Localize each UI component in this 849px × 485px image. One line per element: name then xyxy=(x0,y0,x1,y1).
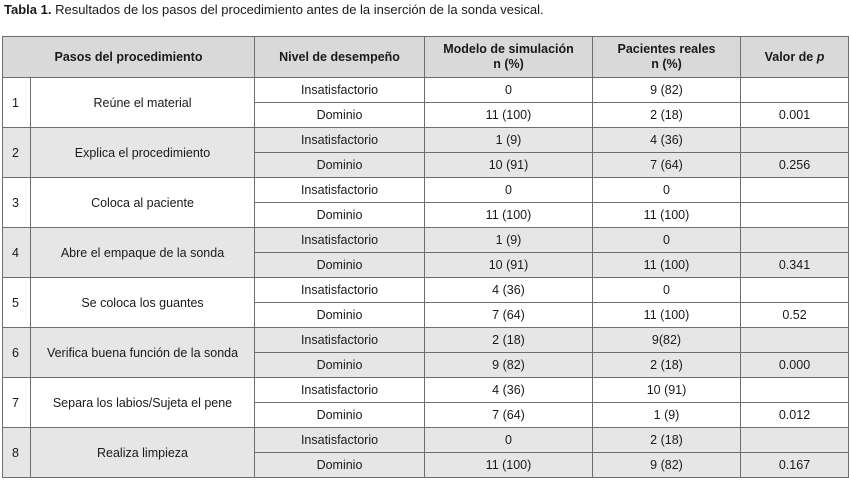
table-row xyxy=(3,178,849,203)
simulation-cell: 0 xyxy=(425,78,593,103)
header-simulation-line2: n (%) xyxy=(493,57,524,71)
table-row xyxy=(3,378,849,403)
level-cell: Dominio xyxy=(255,403,425,428)
pvalue-cell: 0.167 xyxy=(741,453,849,478)
real-patients-cell: 11 (100) xyxy=(593,203,741,228)
level-cell: Dominio xyxy=(255,353,425,378)
header-steps: Pasos del procedimiento xyxy=(3,37,255,78)
simulation-cell: 7 (64) xyxy=(425,303,593,328)
level-cell: Insatisfactorio xyxy=(255,378,425,403)
level-cell: Insatisfactorio xyxy=(255,278,425,303)
step-number: 1 xyxy=(3,78,31,128)
pvalue-empty-cell xyxy=(741,178,849,203)
table-row xyxy=(3,228,849,253)
step-description: Explica el procedimiento xyxy=(31,128,255,178)
caption-text: Resultados de los pasos del procedimiento antes de la inserción de la sonda vesical. xyxy=(55,2,544,17)
step-number: 6 xyxy=(3,328,31,378)
step-description: Se coloca los guantes xyxy=(31,278,255,328)
real-patients-cell: 7 (64) xyxy=(593,153,741,178)
step-number: 8 xyxy=(3,428,31,478)
level-cell: Dominio xyxy=(255,153,425,178)
level-cell: Insatisfactorio xyxy=(255,228,425,253)
real-patients-cell: 0 xyxy=(593,228,741,253)
level-cell: Insatisfactorio xyxy=(255,178,425,203)
header-pvalue xyxy=(741,37,849,78)
simulation-cell: 1 (9) xyxy=(425,128,593,153)
pvalue-cell: 0.52 xyxy=(741,303,849,328)
header-pvalue-label: Valor de xyxy=(764,49,814,64)
level-cell: Insatisfactorio xyxy=(255,328,425,353)
level-cell: Dominio xyxy=(255,303,425,328)
header-real-line1: Pacientes reales xyxy=(617,42,716,56)
real-patients-cell: 0 xyxy=(593,278,741,303)
real-patients-cell: 2 (18) xyxy=(593,428,741,453)
pvalue-cell: 0.341 xyxy=(741,253,849,278)
header-simulation-line1: Modelo de simulación xyxy=(443,42,574,56)
simulation-cell: 10 (91) xyxy=(425,253,593,278)
real-patients-cell: 9 (82) xyxy=(593,453,741,478)
level-cell: Dominio xyxy=(255,253,425,278)
table-row xyxy=(3,128,849,153)
real-patients-cell: 9 (82) xyxy=(593,78,741,103)
level-cell: Dominio xyxy=(255,103,425,128)
real-patients-cell: 9(82) xyxy=(593,328,741,353)
header-row xyxy=(3,37,849,78)
pvalue-empty-cell xyxy=(741,378,849,403)
table-row xyxy=(3,428,849,453)
header-pvalue-symbol: p xyxy=(816,49,825,64)
table-row xyxy=(3,278,849,303)
real-patients-cell: 11 (100) xyxy=(593,303,741,328)
simulation-cell: 11 (100) xyxy=(425,103,593,128)
real-patients-cell: 4 (36) xyxy=(593,128,741,153)
step-number: 4 xyxy=(3,228,31,278)
header-level: Nivel de desempeño xyxy=(255,37,425,78)
simulation-cell: 2 (18) xyxy=(425,328,593,353)
pvalue-empty-cell xyxy=(741,128,849,153)
level-cell: Insatisfactorio xyxy=(255,128,425,153)
simulation-cell: 0 xyxy=(425,178,593,203)
simulation-cell: 1 (9) xyxy=(425,228,593,253)
real-patients-cell: 2 (18) xyxy=(593,103,741,128)
table-caption xyxy=(4,2,544,18)
step-description: Separa los labios/Sujeta el pene xyxy=(31,378,255,428)
real-patients-cell: 0 xyxy=(593,178,741,203)
header-simulation xyxy=(425,37,593,78)
pvalue-empty-cell xyxy=(741,428,849,453)
pvalue-cell: 0.000 xyxy=(741,353,849,378)
step-description: Coloca al paciente xyxy=(31,178,255,228)
level-cell: Insatisfactorio xyxy=(255,428,425,453)
header-real-patients xyxy=(593,37,741,78)
table-row xyxy=(3,328,849,353)
pvalue-empty-cell xyxy=(741,328,849,353)
pvalue-empty-cell xyxy=(741,278,849,303)
step-description: Abre el empaque de la sonda xyxy=(31,228,255,278)
level-cell: Dominio xyxy=(255,453,425,478)
header-real-line2: n (%) xyxy=(651,57,682,71)
step-number: 5 xyxy=(3,278,31,328)
simulation-cell: 10 (91) xyxy=(425,153,593,178)
simulation-cell: 9 (82) xyxy=(425,353,593,378)
caption-label: Tabla 1. xyxy=(4,2,52,17)
step-description: Reúne el material xyxy=(31,78,255,128)
simulation-cell: 4 (36) xyxy=(425,378,593,403)
simulation-cell: 7 (64) xyxy=(425,403,593,428)
simulation-cell: 11 (100) xyxy=(425,203,593,228)
step-number: 3 xyxy=(3,178,31,228)
real-patients-cell: 2 (18) xyxy=(593,353,741,378)
step-description: Realiza limpieza xyxy=(31,428,255,478)
real-patients-cell: 11 (100) xyxy=(593,253,741,278)
level-cell: Dominio xyxy=(255,203,425,228)
simulation-cell: 4 (36) xyxy=(425,278,593,303)
results-table xyxy=(2,36,849,478)
pvalue-empty-cell xyxy=(741,78,849,103)
pvalue-cell: 0.001 xyxy=(741,103,849,128)
pvalue-cell: 0.012 xyxy=(741,403,849,428)
real-patients-cell: 1 (9) xyxy=(593,403,741,428)
pvalue-empty-cell xyxy=(741,228,849,253)
real-patients-cell: 10 (91) xyxy=(593,378,741,403)
step-number: 2 xyxy=(3,128,31,178)
simulation-cell: 11 (100) xyxy=(425,453,593,478)
pvalue-cell: 0.256 xyxy=(741,153,849,178)
step-number: 7 xyxy=(3,378,31,428)
step-description: Verifica buena función de la sonda xyxy=(31,328,255,378)
pvalue-cell xyxy=(741,203,849,228)
table-row xyxy=(3,78,849,103)
level-cell: Insatisfactorio xyxy=(255,78,425,103)
simulation-cell: 0 xyxy=(425,428,593,453)
